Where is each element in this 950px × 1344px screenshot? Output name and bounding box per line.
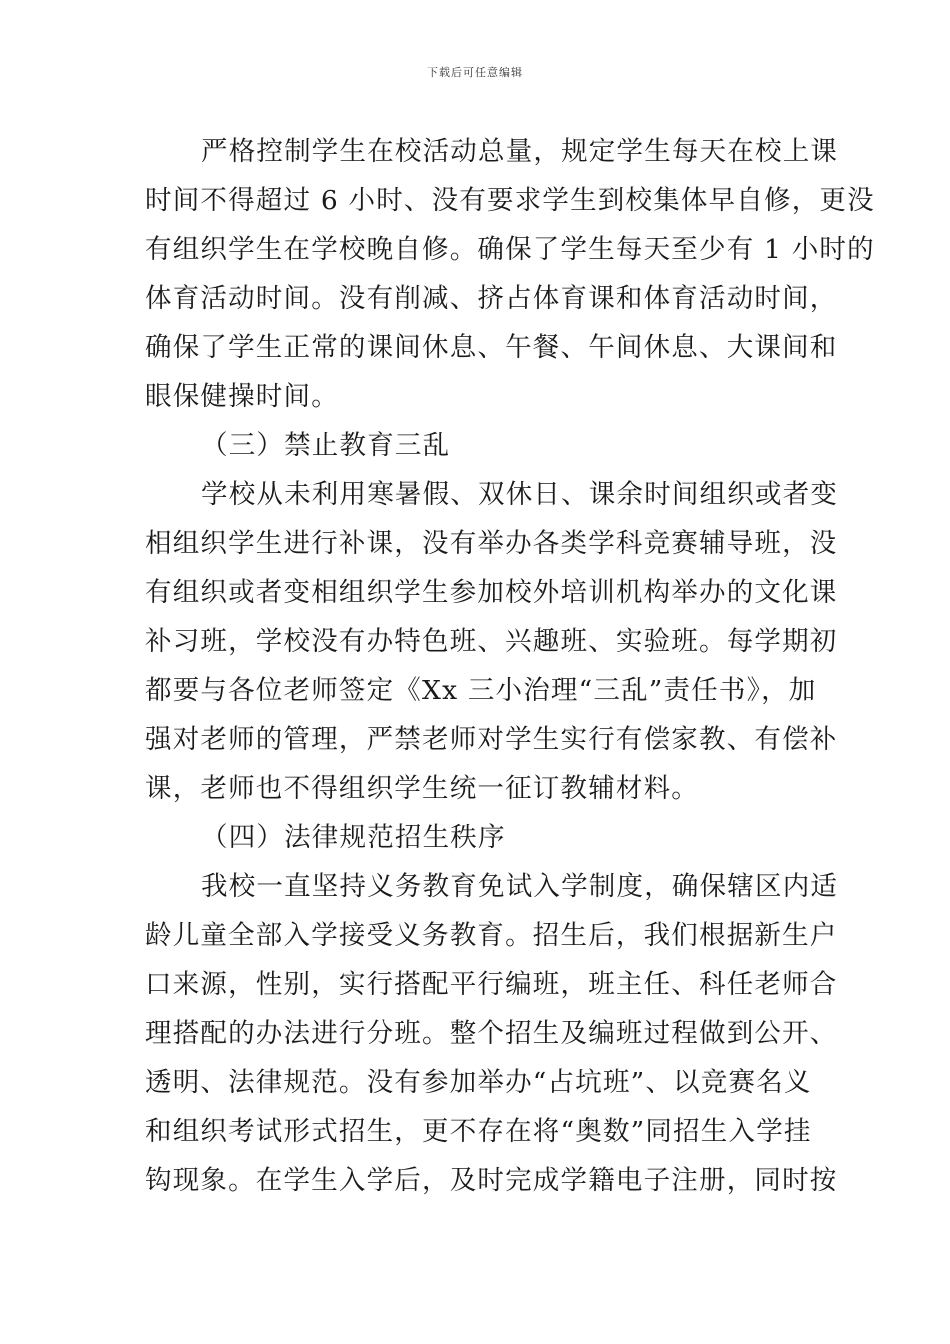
- text-line: 和组织考试形式招生，更不存在将“奥数”同招生入学挂: [145, 1116, 812, 1147]
- text-line: 钩现象。在学生入学后，及时完成学籍电子注册，同时按: [145, 1165, 838, 1196]
- section-heading: [145, 421, 807, 470]
- body-paragraph: [145, 470, 839, 813]
- text-line: 强对老师的管理，严禁老师对学生实行有偿家教、有偿补: [145, 724, 838, 755]
- text-line: 口来源，性别，实行搭配平行编班，班主任、科任老师合: [145, 969, 838, 1000]
- heading-line: （四）法律规范招生秩序: [201, 822, 506, 853]
- text-line: 严格控制学生在校活动总量，规定学生每天在校上课: [201, 136, 839, 167]
- text-line: 都要与各位老师签定《Xx 三小治理“三乱”责任书》，加: [145, 675, 817, 706]
- text-line: 我校一直坚持义务教育免试入学制度，确保辖区内适: [201, 871, 839, 902]
- text-line: 确保了学生正常的课间休息、午餐、午间休息、大课间和: [145, 332, 838, 363]
- page-header: 下载后可任意编辑: [427, 66, 523, 79]
- text-line: 眼保健操时间。: [145, 381, 339, 412]
- text-line: 有组织学生在学校晚自修。确保了学生每天至少有 1 小时的: [145, 234, 875, 265]
- text-line: 有组织或者变相组织学生参加校外培训机构举办的文化课: [145, 577, 838, 608]
- text-line: 补习班，学校没有办特色班、兴趣班、实验班。每学期初: [145, 626, 838, 657]
- document-body: [145, 127, 875, 1205]
- text-line: 理搭配的办法进行分班。整个招生及编班过程做到公开、: [145, 1018, 838, 1049]
- text-line: 龄儿童全部入学接受义务教育。招生后，我们根据新生户: [145, 920, 838, 951]
- text-line: 体育活动时间。没有削减、挤占体育课和体育活动时间，: [145, 283, 838, 314]
- text-line: 透明、法律规范。没有参加举办“占坑班”、以竞赛名义: [145, 1067, 812, 1098]
- body-paragraph: [145, 862, 839, 1205]
- section-heading: [145, 813, 807, 862]
- text-line: 时间不得超过 6 小时、没有要求学生到校集体早自修，更没: [145, 185, 875, 216]
- text-line: 学校从未利用寒暑假、双休日、课余时间组织或者变: [201, 479, 839, 510]
- text-line: 课，老师也不得组织学生统一征订教辅材料。: [145, 773, 699, 804]
- text-line: 相组织学生进行补课，没有举办各类学科竞赛辅导班，没: [145, 528, 838, 559]
- heading-line: （三）禁止教育三乱: [201, 430, 451, 461]
- body-paragraph: [145, 127, 875, 421]
